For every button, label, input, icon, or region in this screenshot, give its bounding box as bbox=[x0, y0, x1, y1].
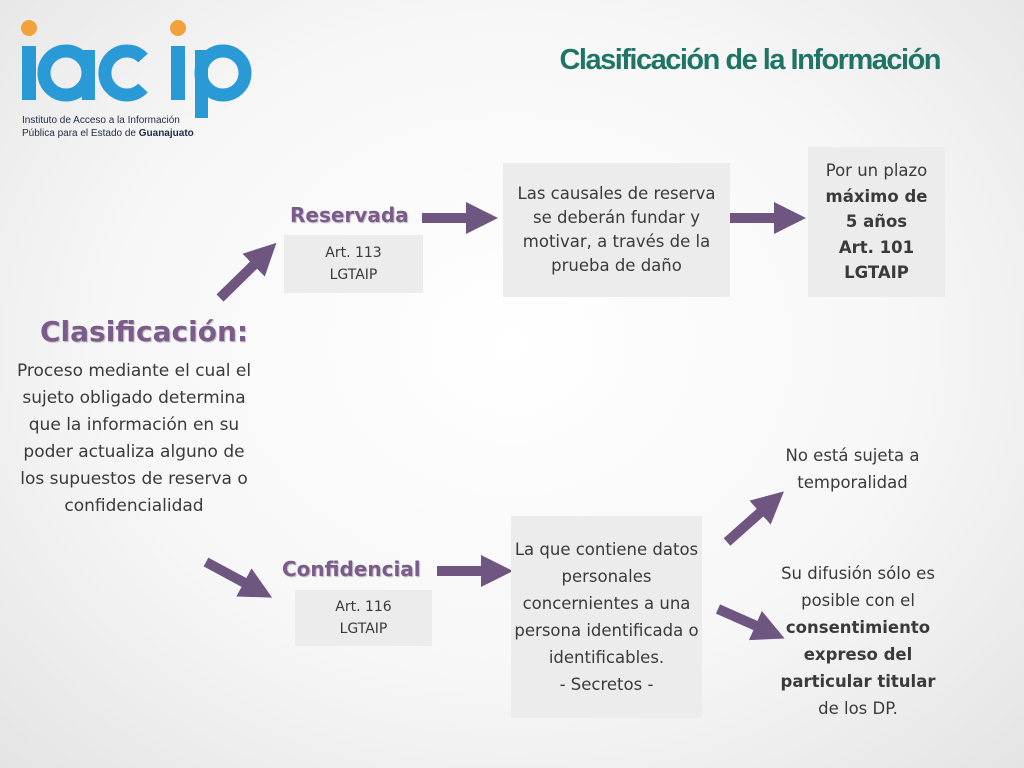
causales-box bbox=[503, 163, 730, 297]
confidencial-article-line1: Art. 116 bbox=[335, 599, 392, 615]
plazo-line2: máximo de bbox=[825, 186, 928, 206]
logo-wordmark bbox=[18, 18, 268, 118]
confidencial-article-line2: LGTAIP bbox=[339, 621, 388, 637]
clasificacion-heading: Clasificación: bbox=[40, 315, 249, 348]
page-title: Clasificación de la Información bbox=[559, 44, 940, 76]
causales-text: Las causales de reserva se deberán fundar y motivar, a través de la prueba de daño bbox=[517, 184, 716, 275]
logo-dot-i-icon bbox=[21, 20, 37, 36]
logo-caption-line2-bold: Guanajuato bbox=[138, 128, 194, 139]
plazo-line4: Art. 101 bbox=[838, 237, 915, 257]
reservada-article-line1: Art. 113 bbox=[325, 245, 382, 261]
confidencial-article-box bbox=[295, 590, 432, 646]
logo-caption-line2 bbox=[22, 127, 272, 140]
no-sujeta-text: No está sujeta a temporalidad bbox=[785, 446, 920, 492]
secretos-text: - Secretos - bbox=[559, 675, 654, 694]
difusion-bold: consentimiento expreso del particular titular bbox=[780, 618, 936, 691]
difusion-text bbox=[774, 560, 942, 722]
logo-dot-i2-icon bbox=[170, 20, 186, 36]
difusion-prefix: Su difusión sólo es posible con el bbox=[781, 564, 935, 610]
arrow-to-difusion bbox=[718, 609, 770, 632]
reservada-article-box bbox=[284, 235, 423, 293]
difusion-suffix: de los DP. bbox=[818, 699, 898, 718]
iacip-logo bbox=[18, 18, 268, 143]
plazo-line5: LGTAIP bbox=[844, 263, 909, 283]
arrow-to-reservada bbox=[220, 254, 265, 298]
plazo-line1: Por un plazo bbox=[825, 161, 928, 181]
reservada-heading: Reservada bbox=[290, 203, 409, 227]
logo-caption-line2-prefix: Pública para el Estado de bbox=[22, 128, 139, 139]
logo-caption-line1: Instituto de Acceso a la Información bbox=[22, 115, 180, 126]
confidencial-heading: Confidencial bbox=[282, 557, 421, 581]
arrow-to-no-sujeta bbox=[727, 502, 772, 542]
logo-caption bbox=[22, 114, 272, 140]
arrow-to-confidencial bbox=[206, 562, 258, 590]
contiene-box bbox=[511, 516, 702, 718]
reservada-article-line2: LGTAIP bbox=[329, 267, 378, 283]
plazo-line3: 5 años bbox=[845, 212, 908, 232]
clasificacion-definition: Proceso mediante el cual el sujeto obligado determina que la información en su poder actualiza alguno de los supuestos de reserva o confidencialidad bbox=[16, 361, 252, 516]
contiene-text: La que contiene datos personales concernientes a una persona identificada o identificables. bbox=[514, 540, 699, 667]
plazo-box bbox=[808, 147, 945, 297]
